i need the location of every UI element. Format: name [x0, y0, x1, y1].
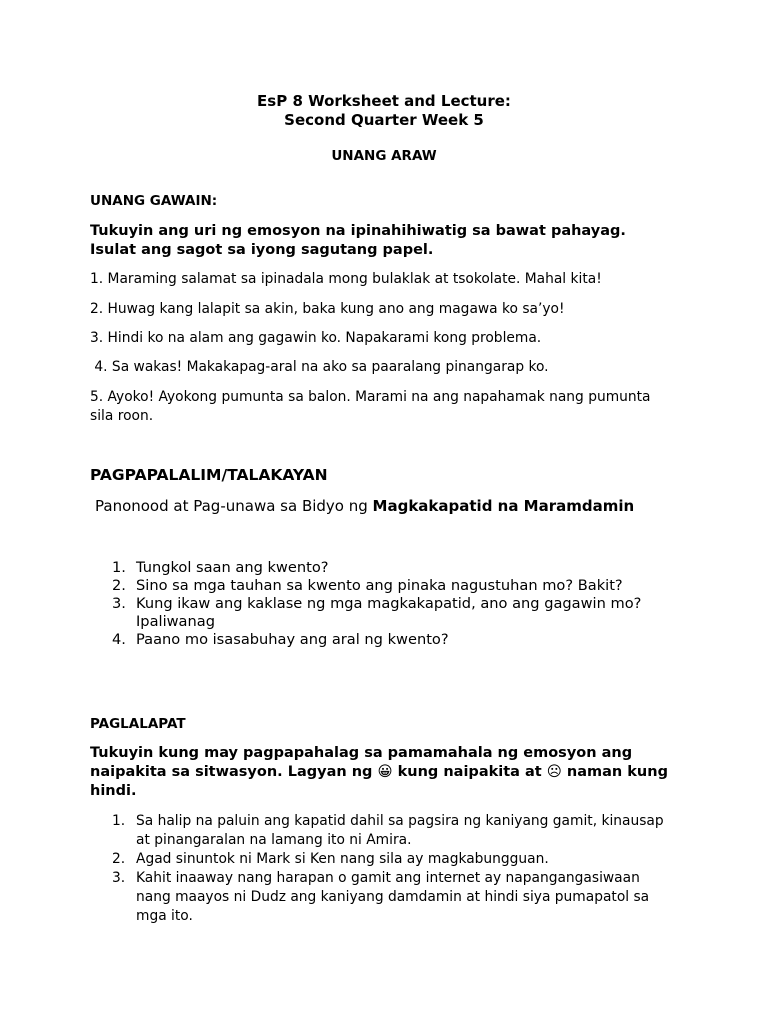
situation-text: Kahit inaaway nang harapan o gamit ang internet ay napangangasiwaan nang maayos ni Dudz ang kaniyang damdamin at hindi siya pumapatol sa mga ito.: [136, 870, 650, 924]
unang-gawain-instruction: Tukuyin ang uri ng emosyon na ipinahihiwatig sa bawat pahayag. Isulat ang sagot sa iyong sagutang papel.: [90, 223, 626, 258]
title-line-2: Second Quarter Week 5: [284, 111, 484, 129]
statement-item-2: 2. Huwag kang lalapit sa akin, baka kung ano ang magawa ko sa’yo!: [90, 301, 565, 317]
list-number: 1.: [112, 813, 126, 829]
situation-text: Agad sinuntok ni Mark si Ken nang sila ay magkabungguan.: [136, 851, 549, 867]
situation-list: [90, 812, 670, 926]
video-title: Magkakapatid na Maramdamin: [372, 497, 635, 515]
day-heading: UNANG ARAW: [331, 148, 437, 164]
title-line-1: EsP 8 Worksheet and Lecture:: [257, 92, 511, 110]
list-item: [90, 559, 690, 577]
list-number: 2.: [112, 577, 126, 594]
list-item: [90, 812, 670, 850]
list-item: [90, 595, 690, 631]
situation-text: Sa halip na paluin ang kapatid dahil sa pagsira ng kaniyang gamit, kinausap at pinangaralan na lamang ito ni Amira.: [136, 813, 664, 848]
statement-item-5: 5. Ayoko! Ayokong pumunta sa balon. Marami na ang napahamak nang pumunta sila roon.: [90, 389, 651, 424]
list-number: 2.: [112, 851, 126, 867]
discussion-questions: [90, 559, 690, 649]
list-number: 3.: [112, 595, 126, 612]
unang-gawain-heading: UNANG GAWAIN:: [90, 193, 218, 209]
question-text: Sino sa mga tauhan sa kwento ang pinaka nagustuhan mo? Bakit?: [136, 577, 623, 594]
list-item: [90, 869, 670, 926]
question-text: Kung ikaw ang kaklase ng mga magkakapatid, ano ang gagawin mo? Ipaliwanag: [136, 595, 642, 630]
paglalapat-instruction: Tukuyin kung may pagpapahalag sa pamamahala ng emosyon ang naipakita sa sitwasyon. Lagyan ng 😀 kung naipakita at ☹ naman kung hindi.: [90, 745, 668, 799]
question-text: Tungkol saan ang kwento?: [136, 559, 329, 576]
list-item: [90, 850, 670, 869]
statement-item-3: 3. Hindi ko na alam ang gagawin ko. Napakarami kong problema.: [90, 330, 542, 346]
list-number: 3.: [112, 870, 126, 886]
list-item: [90, 577, 690, 595]
statement-item-1: 1. Maraming salamat sa ipinadala mong bulaklak at tsokolate. Mahal kita!: [90, 271, 602, 287]
pagpapalalim-heading: PAGPAPALALIM/TALAKAYAN: [90, 466, 328, 484]
question-text: Paano mo isasabuhay ang aral ng kwento?: [136, 631, 449, 648]
list-number: 4.: [112, 631, 126, 648]
paglalapat-heading: PAGLALAPAT: [90, 716, 186, 732]
video-prefix: Panonood at Pag-unawa sa Bidyo ng: [95, 497, 373, 515]
video-line: [95, 497, 634, 515]
statement-item-4: 4. Sa wakas! Makakapag-aral na ako sa paaralang pinangarap ko.: [90, 359, 549, 375]
list-item: [90, 631, 690, 649]
list-number: 1.: [112, 559, 126, 576]
